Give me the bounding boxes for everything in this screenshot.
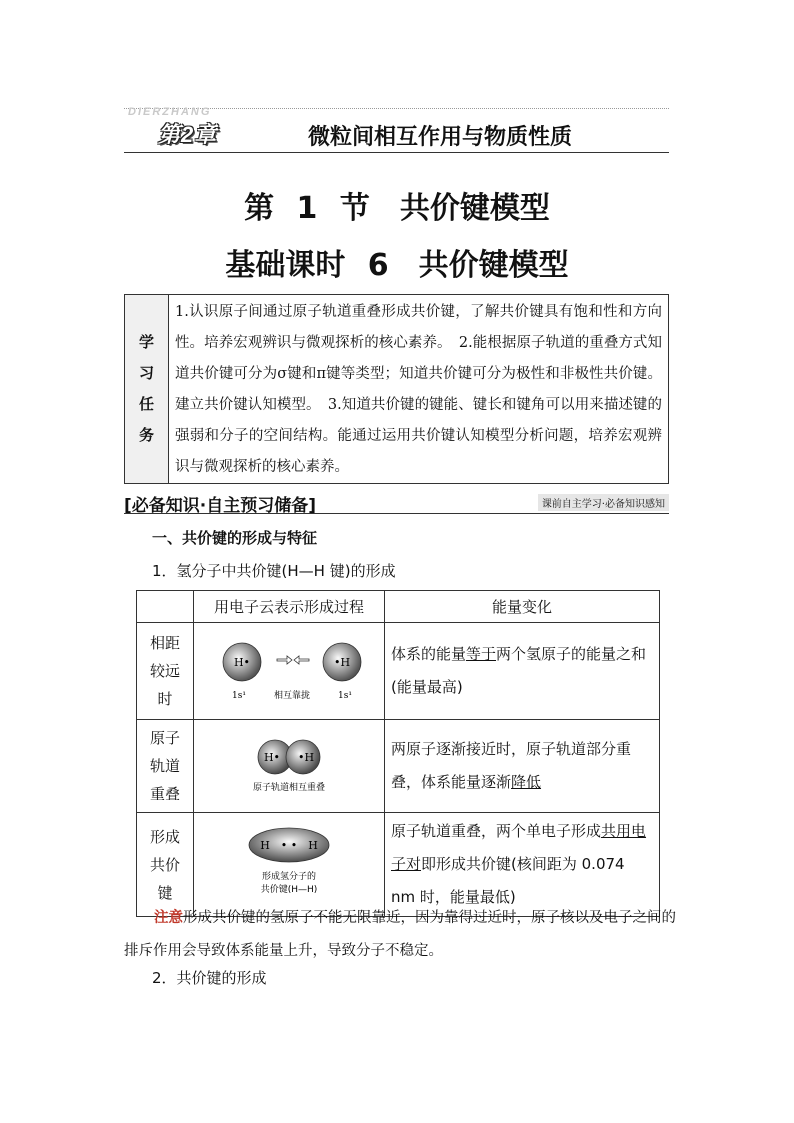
table-header-row: [137, 591, 660, 623]
atom-label: H: [260, 838, 270, 852]
table-header-cell: 能量变化: [385, 591, 660, 623]
task-label-char: 务: [138, 426, 154, 444]
energy-keyword: 等于: [466, 645, 497, 663]
section-bar-tag: 课前自主学习·必备知识感知: [538, 494, 669, 511]
chapter-badge: 第2章: [158, 122, 218, 147]
table-row: [137, 813, 660, 917]
learning-task-text: 1.认识原子间通过原子轨道重叠形成共价键，了解共价键具有饱和性和方向性。培养宏观辨识与微观探析的核心素养。 2.能根据原子轨道的重叠方式知道共价键可分为σ键和π键等类型；知道共价键可分为极性和非极性共价键。建立共价键认知模型。 3.知道共价键的键能、键长和键角可以用来描述键的强弱和分子的空间结构。能通过运用共价键认知模型分析问题，培养宏观辨识与微观探析的核心素养。: [175, 304, 662, 475]
lesson-title: 基础课时 6 共价键模型: [225, 248, 569, 283]
figure-caption: 原子轨道相互重叠: [252, 783, 326, 793]
task-label-char: 学: [138, 333, 154, 351]
energy-keyword: 降低: [511, 773, 542, 791]
energy-text: 两原子逐渐接近时，原子轨道部分重叠，体系能量逐渐: [391, 740, 632, 791]
energy-text: 体系的能量: [391, 645, 467, 663]
arrow-right-icon: [277, 656, 292, 664]
figure-far-apart: [194, 623, 385, 720]
atom-label: H: [308, 838, 318, 852]
section-rule: [124, 513, 669, 514]
energy-text: 原子轨道重叠，两个单电子形成: [391, 822, 602, 840]
atom-label: H•: [263, 751, 281, 764]
table-row: [137, 623, 660, 720]
row-label: 相距较远时: [149, 634, 180, 708]
orbital-overlap-diagram: [199, 729, 379, 799]
section-bar-title: [必备知识·自主预习储备]: [124, 496, 316, 516]
orbital-label: 1s¹: [232, 691, 246, 701]
note-paragraph: [124, 902, 676, 968]
figure-caption: 相互靠拢: [273, 691, 311, 701]
hydrogen-atoms-apart-diagram: [199, 629, 379, 709]
energy-text: 两个氢原子的能量之和(能量最高): [391, 645, 647, 696]
figure-caption: 共价键(H—H): [260, 884, 318, 895]
row-label: 形成共价键: [149, 827, 180, 902]
learning-task-box: [124, 294, 669, 484]
atom-label: H•: [233, 656, 251, 669]
table-header-cell: [137, 591, 194, 623]
table-row: [137, 720, 660, 813]
heading-covalent-bond: 一、共价键的形成与特征: [152, 529, 318, 547]
shared-electrons: • •: [280, 838, 298, 852]
figure-caption: 形成氢分子的: [261, 871, 317, 882]
energy-keyword: 共用电子对: [391, 822, 647, 873]
section-bar: [124, 491, 669, 516]
arrow-left-icon: [294, 656, 309, 664]
orbital-label: 1s¹: [338, 691, 352, 701]
atom-label: •H: [297, 751, 315, 764]
hydrogen-bond-table: [136, 590, 660, 917]
chapter-title: 微粒间相互作用与物质性质: [308, 125, 573, 150]
learning-task-label: [125, 295, 169, 483]
section-title: 第 1 节 共价键模型: [244, 191, 550, 226]
subheading-hydrogen-bond: 1．氢分子中共价键(H—H 键)的形成: [152, 562, 396, 580]
note-tag: 注意: [154, 910, 183, 926]
header-rule: [124, 152, 669, 153]
atom-label: •H: [333, 656, 351, 669]
hydrogen-molecule-diagram: [199, 823, 379, 903]
note-text: 形成共价键的氢原子不能无限靠近，因为靠得过近时，原子核以及电子之间的排斥作用会导致体系能量上升，导致分子不稳定。: [124, 910, 676, 959]
figure-bond: [194, 813, 385, 917]
task-label-char: 习: [138, 364, 154, 382]
task-label-char: 任: [138, 395, 154, 413]
chapter-pinyin-watermark: DIERZHANG: [128, 106, 212, 118]
figure-overlap: [194, 720, 385, 813]
table-header-cell: 用电子云表示形成过程: [194, 591, 385, 623]
row-label: 原子轨道重叠: [149, 729, 180, 803]
energy-text: 即形成共价键(核间距为 0.074 nm 时，能量最低): [391, 855, 625, 906]
subheading-bond-formation: 2．共价键的形成: [152, 969, 267, 987]
